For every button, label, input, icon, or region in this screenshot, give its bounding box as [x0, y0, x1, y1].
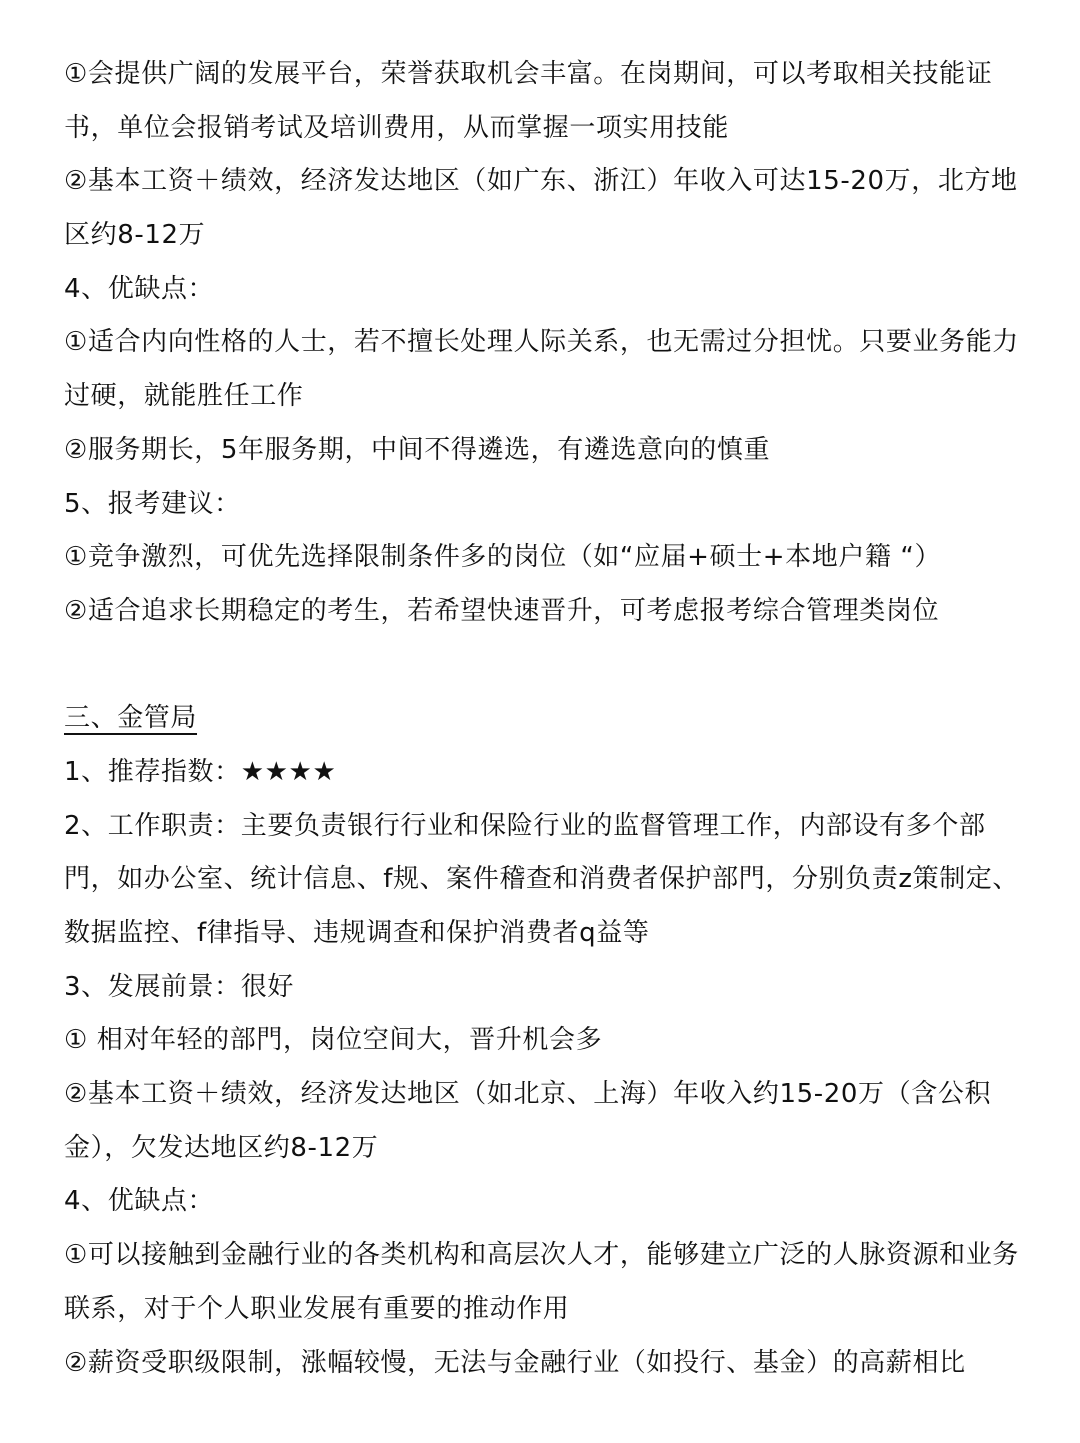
text-line: 2、工作职责：主要负责银行行业和保险行业的监督管理工作，内部设有多个部: [64, 810, 986, 841]
subheading-prospects: 3、发展前景：很好: [64, 971, 294, 1002]
subheading-application-advice: 5、报考建议：: [64, 488, 241, 519]
text-line: ①会提供广阔的发展平台，荣誉获取机会丰富。在岗期间，可以考取相关技能证: [64, 59, 993, 89]
text-line: ②服务期长，5年服务期，中间不得遴选，有遴选意向的慎重: [64, 434, 771, 465]
text-line: ②基本工资＋绩效，经济发达地区（如广东、浙江）年收入可达15-20万，北方地: [64, 166, 1018, 197]
section-heading-text: 三、金管局: [64, 703, 198, 734]
subheading-pros-cons: 4、优缺点：: [64, 1186, 215, 1217]
text-line: 联系，对于个人职业发展有重要的推动作用: [64, 1293, 570, 1324]
recommendation-index: 1、推荐指数：★★★★: [64, 756, 337, 787]
section-gap: [64, 639, 1024, 693]
text-line: 书，单位会报销考试及培训费用，从而掌握一项实用技能: [64, 112, 730, 143]
text-line: 金），欠发达地区约8-12万: [64, 1132, 379, 1163]
text-line: ①竞争激烈，可优先选择限制条件多的岗位（如“应届+硕士+本地户籍 “）: [64, 542, 942, 573]
subheading-pros-cons: 4、优缺点：: [64, 273, 215, 304]
text-line: ①适合内向性格的人士，若不擅长处理人际关系，也无需过分担忧。只要业务能力: [64, 327, 1019, 358]
text-line: 区约8-12万: [64, 220, 206, 251]
document-body: [64, 48, 1024, 1390]
text-line: 数据监控、f律指导、违规调查和保护消费者q益等: [64, 918, 650, 948]
text-line: ① 相对年轻的部門，岗位空间大，晋升机会多: [64, 1025, 603, 1056]
text-line: 門，如办公室、统计信息、f规、案件稽查和消费者保护部門，分别负责z策制定、: [64, 864, 1020, 895]
text-line: ②基本工资＋绩效，经济发达地区（如北京、上海）年收入约15-20万（含公积: [64, 1079, 992, 1110]
text-line: ②适合追求长期稳定的考生，若希望快速晋升，可考虑报考综合管理类岗位: [64, 595, 940, 626]
text-line: ②薪资受职级限制，涨幅较慢，无法与金融行业（如投行、基金）的高薪相比: [64, 1347, 966, 1378]
text-line: ①可以接触到金融行业的各类机构和高层次人才，能够建立广泛的人脉资源和业务: [64, 1240, 1019, 1271]
text-line: 过硬，就能胜任工作: [64, 381, 304, 412]
section-heading: [64, 692, 1024, 746]
